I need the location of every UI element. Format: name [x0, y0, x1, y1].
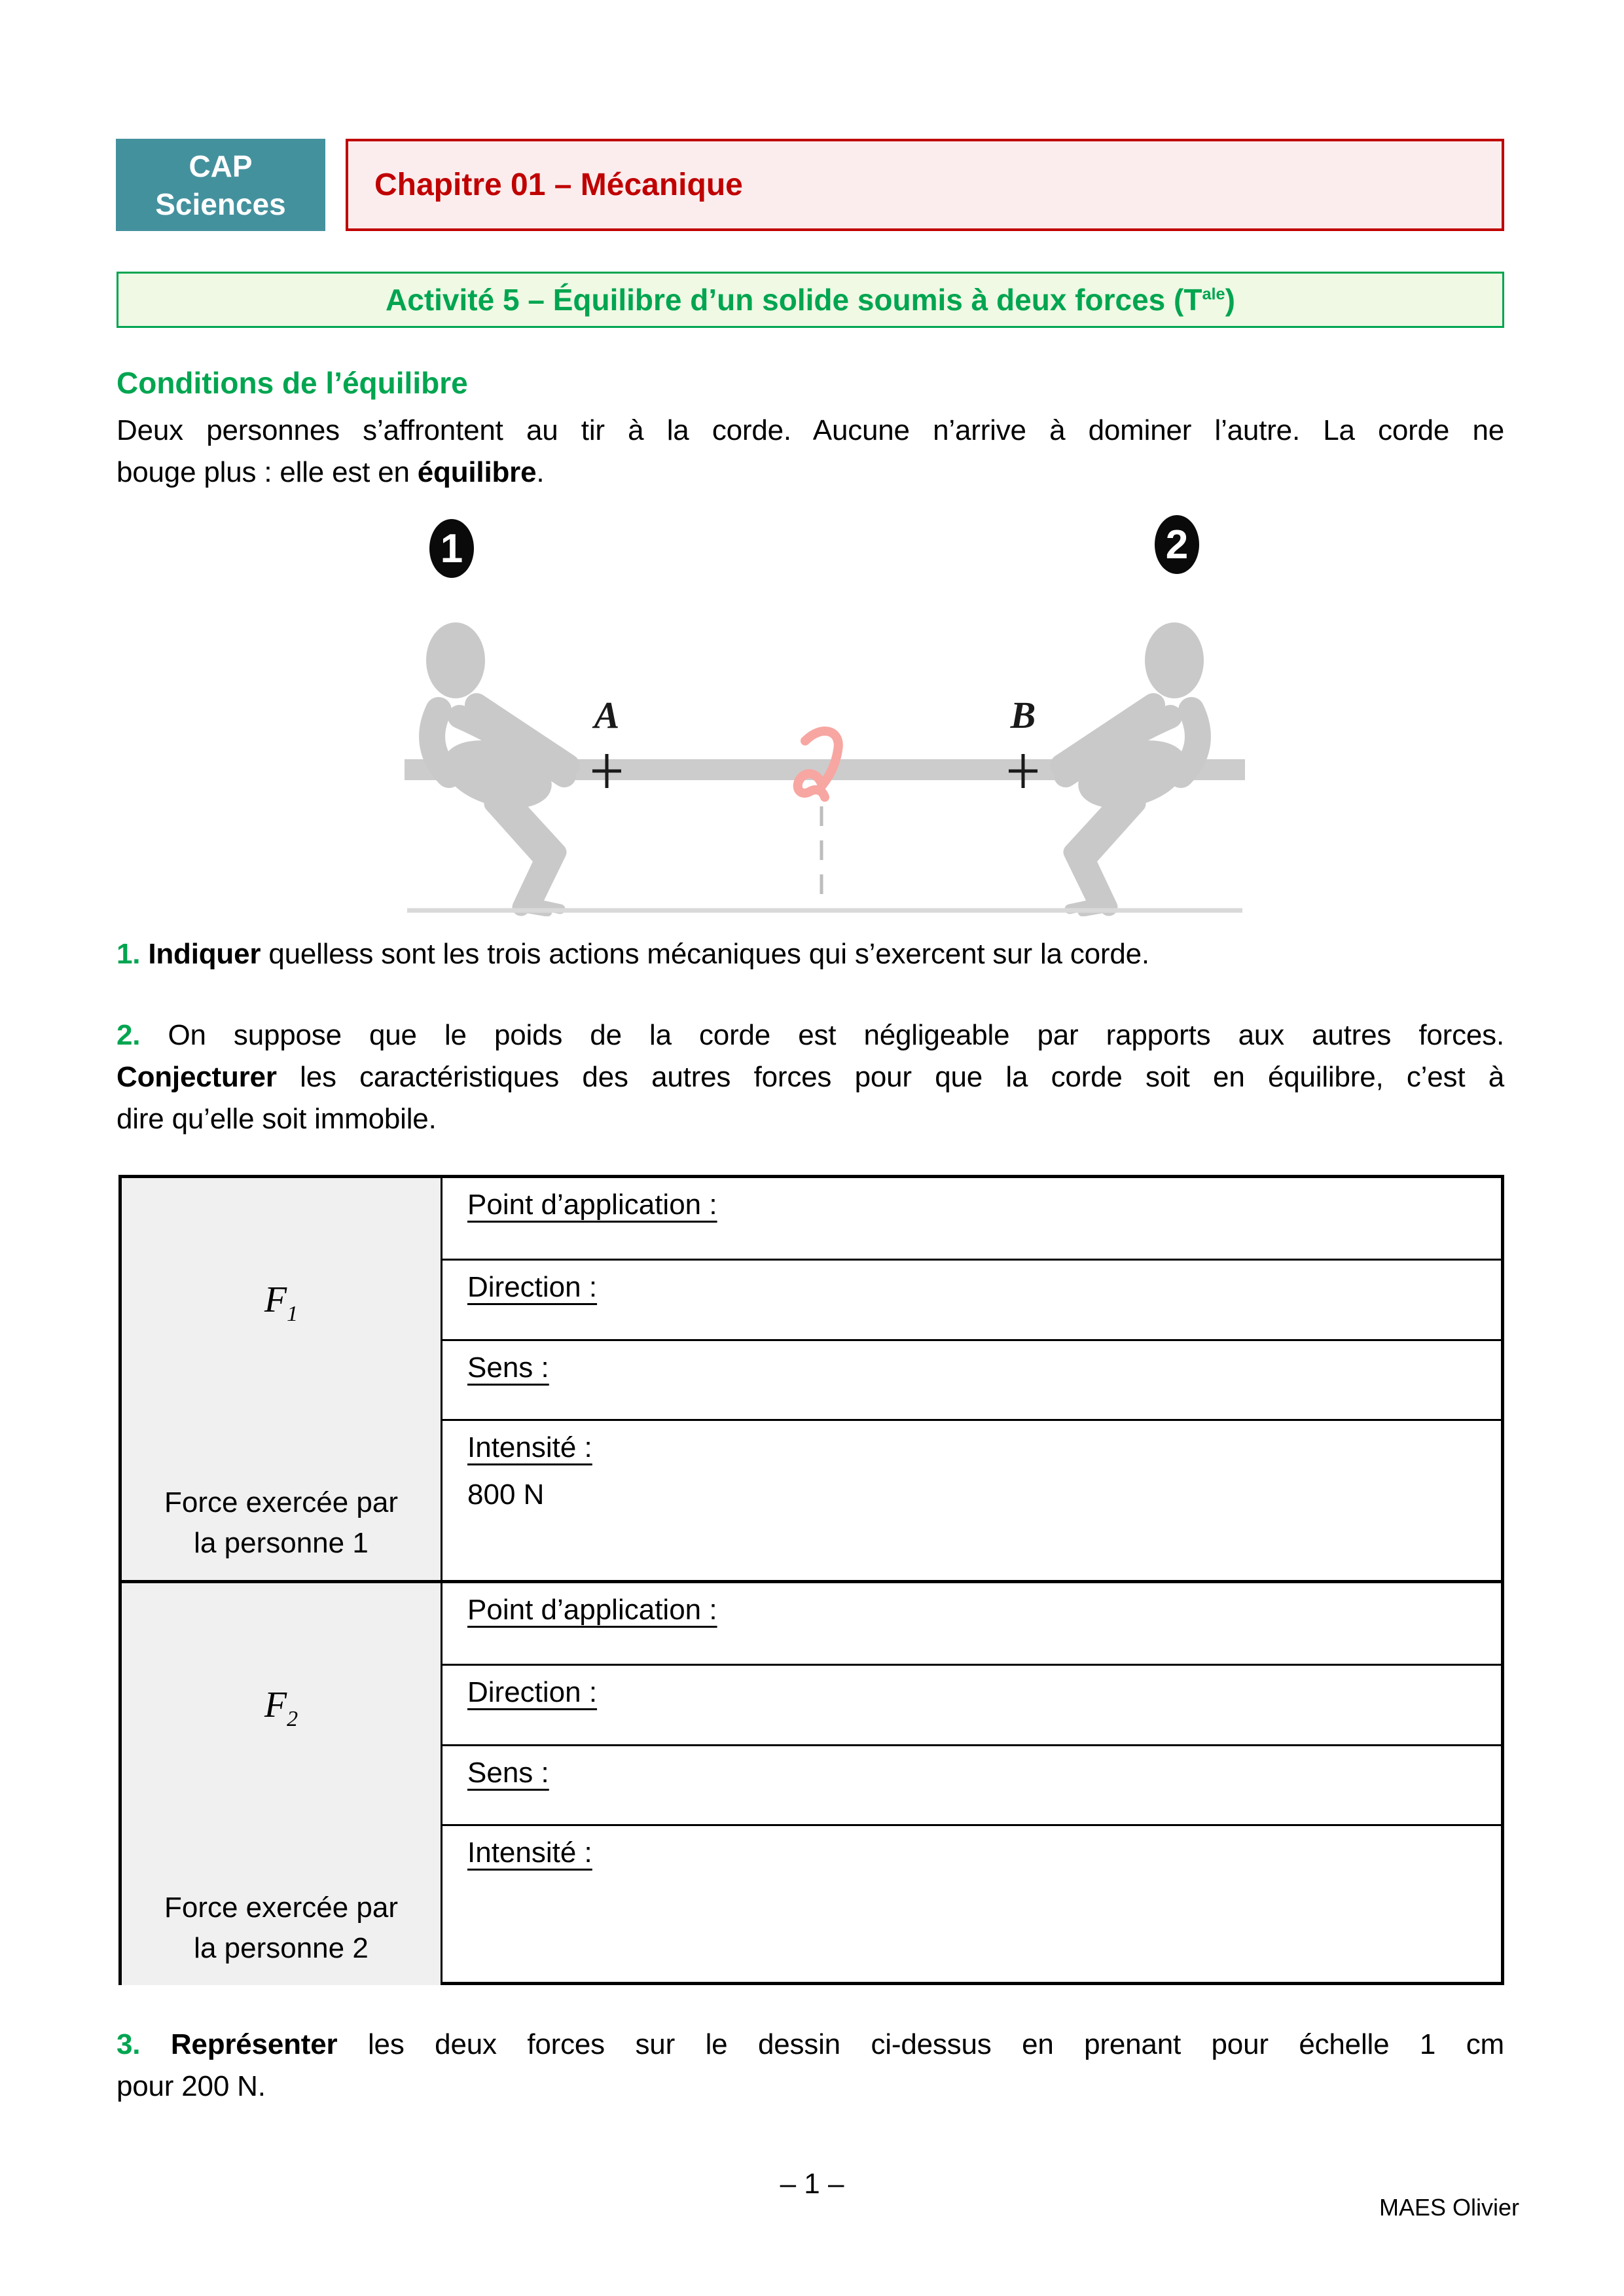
badge-1-number: 1 [440, 526, 463, 571]
intro-line1: Deux personnes s’affrontent au tir à la corde. Aucune n’arrive à dominer l’autre. La corde ne [117, 414, 1504, 446]
question-1-number: 1. [117, 938, 141, 970]
field-label: Intensité : [467, 1837, 592, 1869]
force-1-symbol-subscript: 1 [287, 1301, 298, 1326]
force-2-row [122, 1580, 1501, 1985]
activity-title-text: Activité 5 – Équilibre d’un solide soumis à deux forces (T [386, 283, 1202, 317]
field-label: Sens : [467, 1351, 549, 1384]
question-3-line2: pour 200 N. [117, 2070, 266, 2102]
question-3-number: 3. [117, 2028, 141, 2060]
field-point-application [442, 1583, 1501, 1664]
question-2-verb: Conjecturer [117, 1061, 277, 1093]
brand-line1: CAP [189, 149, 253, 183]
point-a-label: A [594, 694, 620, 736]
section-heading: Conditions de l’équilibre [117, 366, 468, 400]
question-2-line3: dire qu’elle soit immobile. [117, 1103, 437, 1135]
question-2-line2 [117, 1056, 1504, 1098]
field-value: 800 N [467, 1479, 545, 1511]
force-2-header-cell [122, 1583, 442, 1985]
force-1-description [122, 1482, 441, 1564]
field-label: Direction : [467, 1270, 598, 1303]
activity-banner [117, 272, 1504, 328]
force-2-fields [442, 1583, 1501, 1985]
question-2-line1 [117, 1014, 1504, 1056]
question-1-text: quelless sont les trois actions mécaniques qui s’exercent sur la corde. [268, 938, 1149, 970]
force-1-desc-line2: la personne 1 [194, 1527, 369, 1560]
intro-line2-end: . [536, 456, 545, 488]
brand-line2: Sciences [155, 187, 286, 221]
badge-person-1 [429, 519, 474, 578]
brand-badge [116, 139, 325, 231]
question-2-line2-text: les caractéristiques des autres forces pour que la corde soit en équilibre, c’est à [300, 1061, 1504, 1093]
question-1-verb: Indiquer [148, 938, 261, 970]
field-sens [442, 1744, 1501, 1825]
field-label: Point d’application : [467, 1594, 717, 1626]
field-direction [442, 1259, 1501, 1339]
field-label: Point d’application : [467, 1189, 717, 1221]
question-3 [117, 2024, 1504, 2108]
chapter-banner [346, 139, 1504, 231]
intro-paragraph [117, 410, 1504, 493]
activity-title-close: ) [1225, 283, 1235, 317]
field-point-application [442, 1178, 1501, 1259]
force-1-desc-line1: Force exercée par [164, 1486, 399, 1519]
question-3-line1-text: les deux forces sur le dessin ci-dessus en prenant pour échelle 1 cm [367, 2028, 1504, 2060]
question-2-line1-text: On suppose que le poids de la corde est négligeable par rapports aux autres forces. [168, 1019, 1504, 1051]
force-2-symbol-subscript: 2 [287, 1706, 298, 1731]
point-b-label: B [1010, 694, 1036, 736]
force-1-fields [442, 1178, 1501, 1580]
force-2-desc-line1: Force exercée par [164, 1892, 399, 1924]
question-3-line1 [117, 2024, 1504, 2066]
field-label: Intensité : [467, 1431, 592, 1464]
field-intensite [442, 1824, 1501, 1985]
force-1-symbol-letter: F [264, 1279, 287, 1320]
activity-title-superscript: ale [1202, 285, 1225, 304]
tug-of-war-figure [399, 511, 1250, 916]
field-direction [442, 1664, 1501, 1744]
person-1-silhouette [426, 622, 568, 912]
question-3-verb: Représenter [170, 2028, 338, 2060]
forces-table [118, 1175, 1504, 1985]
question-1-line [117, 933, 1504, 975]
field-sens [442, 1339, 1501, 1420]
question-2-number: 2. [117, 1019, 141, 1051]
point-a-cross [592, 754, 621, 788]
force-1-symbol [122, 1279, 441, 1327]
badge-2-number: 2 [1165, 522, 1189, 567]
chapter-title: Chapitre 01 – Mécanique [374, 168, 743, 202]
point-b-cross [1009, 754, 1038, 788]
force-2-symbol [122, 1684, 441, 1732]
force-1-row [122, 1178, 1501, 1580]
force-2-desc-line2: la personne 2 [194, 1932, 369, 1965]
question-2 [117, 1014, 1504, 1140]
force-2-symbol-letter: F [264, 1684, 287, 1725]
field-label: Sens : [467, 1756, 549, 1789]
intro-line2 [117, 452, 1504, 493]
tug-of-war-svg [399, 511, 1250, 916]
activity-title [386, 282, 1235, 317]
intro-line2-bold-word: équilibre [417, 456, 537, 488]
field-label: Direction : [467, 1676, 598, 1708]
person-2-silhouette [1062, 622, 1204, 912]
intro-line2-start: bouge plus : elle est en [117, 456, 418, 488]
page-number: – 1 – [780, 2168, 844, 2200]
force-1-header-cell [122, 1178, 442, 1580]
question-1 [117, 933, 1504, 975]
badge-person-2 [1155, 515, 1199, 574]
field-intensite [442, 1419, 1501, 1580]
force-2-description [122, 1888, 441, 1969]
author-name: MAES Olivier [1379, 2194, 1519, 2221]
